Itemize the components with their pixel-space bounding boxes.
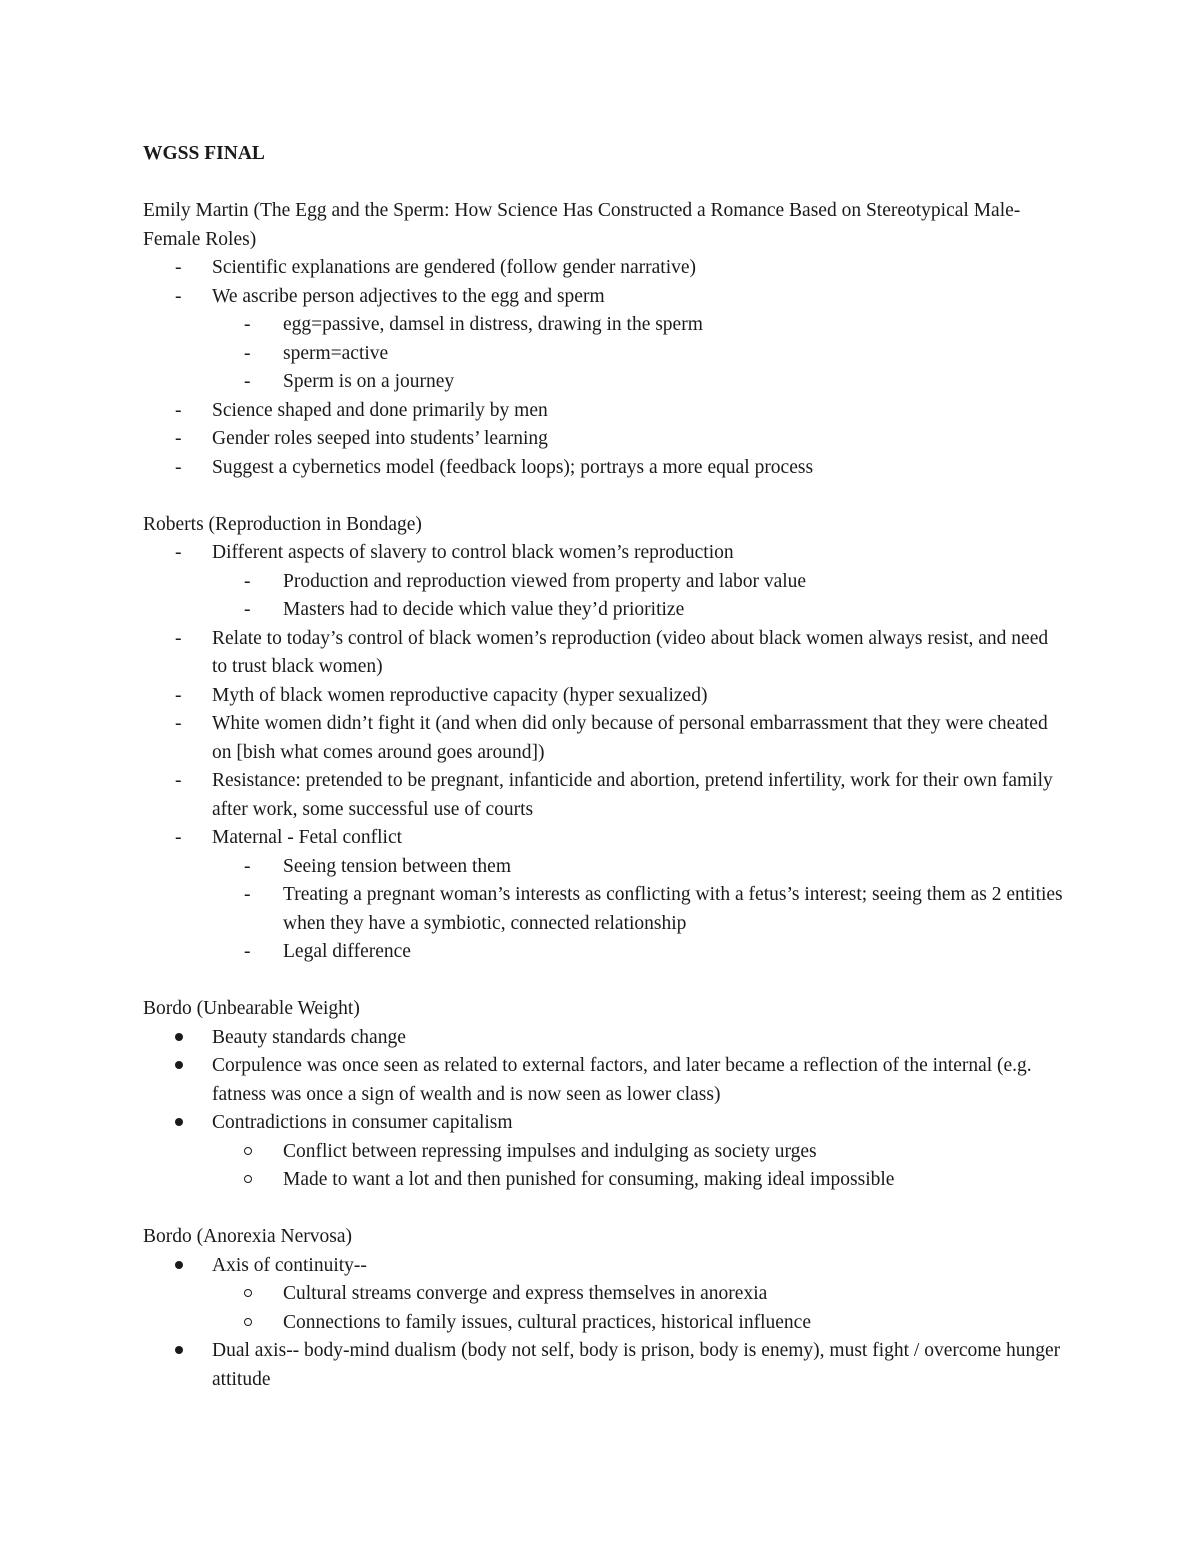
sub-list-item (212, 1166, 1063, 1195)
dash-marker: - (175, 627, 182, 649)
list-item-text: Dual axis-- body-mind dualism (body not self, body is prison, body is enemy), must fight / overcome hunger attitude (212, 1340, 1061, 1390)
sub-list-item (212, 340, 1063, 369)
sub-bullet-list (212, 568, 1063, 625)
note-section (143, 197, 1063, 482)
sub-bullet-list (212, 1138, 1063, 1195)
bullet-list (143, 254, 1063, 482)
note-section (143, 995, 1063, 1195)
list-item-text: Different aspects of slavery to control black women’s reproduction (212, 542, 734, 563)
bullet-circle-icon (244, 1166, 264, 1195)
section-heading: Bordo (Anorexia Nervosa) (143, 1226, 353, 1247)
bullet-circle-icon (244, 1280, 264, 1309)
list-item-text: Resistance: pretended to be pregnant, infanticide and abortion, pretend infertility, work for their own family after work, some successful use of courts (212, 770, 1053, 820)
document-body (143, 140, 1063, 1423)
list-item (143, 1024, 1063, 1053)
list-item-text: Gender roles seeped into students’ learning (212, 428, 548, 449)
bullet-disc-icon (175, 1052, 195, 1081)
section-heading: Bordo (Unbearable Weight) (143, 998, 360, 1019)
sub-list-item (212, 568, 1063, 597)
dash-marker: - (175, 399, 182, 421)
section-heading: Emily Martin (The Egg and the Sperm: How Science Has Constructed a Romance Based on Stereotypical Male-Female Roles) (143, 200, 1021, 250)
list-item (143, 397, 1063, 426)
dash-marker: - (244, 314, 251, 335)
list-item (143, 1052, 1063, 1109)
section-heading: Roberts (Reproduction in Bondage) (143, 513, 422, 535)
dash-marker: - (244, 342, 251, 364)
dash-marker: - (175, 713, 182, 734)
list-item (143, 539, 1063, 625)
sub-bullet-list (212, 853, 1063, 967)
dash-marker: - (244, 570, 251, 592)
bullet-list (143, 1252, 1063, 1395)
sub-list-item-text: egg=passive, damsel in distress, drawing in the sperm (283, 314, 703, 335)
list-item-text: Scientific explanations are gendered (follow gender narrative) (212, 257, 697, 278)
list-item (143, 254, 1063, 283)
sub-list-item (212, 596, 1063, 625)
list-item (143, 425, 1063, 454)
document-title: WGSS FINAL (143, 143, 265, 164)
dash-marker: - (175, 827, 182, 848)
sub-list-item (212, 1138, 1063, 1167)
bullet-circle-icon (244, 1309, 264, 1338)
sub-list-item-text: Treating a pregnant woman’s interests as conflicting with a fetus’s interest; seeing them as 2 entities when they have a symbiotic, connected relationship (283, 884, 1063, 934)
bullet-disc-icon (175, 1109, 195, 1138)
list-item (143, 1252, 1063, 1338)
sub-list-item (212, 1280, 1063, 1309)
dash-marker: - (175, 456, 182, 478)
sub-list-item-text: Sperm is on a journey (283, 371, 455, 392)
bullet-list (143, 1024, 1063, 1195)
list-item-text: Science shaped and done primarily by men (212, 399, 548, 421)
dash-marker: - (244, 371, 251, 392)
bullet-list (143, 539, 1063, 967)
list-item-text: We ascribe person adjectives to the egg and sperm (212, 285, 605, 307)
list-item-text: White women didn’t fight it (and when did only because of personal embarrassment that they were cheated on [bish what comes around goes around]) (212, 713, 1048, 763)
sub-list-item-text: Legal difference (283, 941, 411, 962)
list-item-text: Suggest a cybernetics model (feedback loops); portrays a more equal process (212, 456, 814, 478)
list-item-text: Axis of continuity-- (212, 1254, 367, 1276)
sub-list-item-text: Cultural streams converge and express themselves in anorexia (283, 1283, 768, 1304)
sub-list-item (212, 368, 1063, 397)
sub-list-item-text: Masters had to decide which value they’d prioritize (283, 599, 685, 620)
sub-list-item (212, 938, 1063, 967)
dash-marker: - (244, 855, 251, 877)
dash-marker: - (175, 285, 182, 307)
list-item-text: Contradictions in consumer capitalism (212, 1112, 513, 1133)
bullet-disc-icon (175, 1252, 195, 1281)
sub-list-item (212, 1309, 1063, 1338)
sub-bullet-list (212, 311, 1063, 397)
dash-marker: - (244, 884, 251, 905)
list-item (143, 824, 1063, 967)
sub-list-item-text: Made to want a lot and then punished for consuming, making ideal impossible (283, 1169, 895, 1190)
bullet-disc-icon (175, 1337, 195, 1366)
dash-marker: - (175, 257, 182, 278)
note-section (143, 1223, 1063, 1394)
sub-list-item-text: Conflict between repressing impulses and indulging as society urges (283, 1140, 817, 1162)
list-item (143, 767, 1063, 824)
sub-list-item (212, 881, 1063, 938)
sub-list-item-text: Connections to family issues, cultural practices, historical influence (283, 1311, 811, 1333)
dash-marker: - (175, 428, 182, 449)
dash-marker: - (175, 770, 182, 791)
list-item (143, 682, 1063, 711)
sub-list-item-text: sperm=active (283, 342, 389, 364)
list-item (143, 283, 1063, 397)
bullet-disc-icon (175, 1024, 195, 1053)
list-item-text: Myth of black women reproductive capacity (hyper sexualized) (212, 684, 708, 706)
sub-list-item-text: Seeing tension between them (283, 855, 511, 877)
dash-marker: - (244, 599, 251, 620)
sub-list-item (212, 853, 1063, 882)
sub-list-item-text: Production and reproduction viewed from property and labor value (283, 570, 807, 592)
list-item-text: Relate to today’s control of black women’s reproduction (video about black women always resist, and need to trust black women) (212, 627, 1049, 677)
sub-bullet-list (212, 1280, 1063, 1337)
list-item (143, 1337, 1063, 1394)
list-item-text: Corpulence was once seen as related to external factors, and later became a reflection of the internal (e.g. fatness was once a sign of wealth and is now seen as lower class) (212, 1055, 1032, 1105)
bullet-circle-icon (244, 1138, 264, 1167)
sections-container (143, 197, 1063, 1394)
list-item-text: Maternal - Fetal conflict (212, 827, 403, 848)
sub-list-item (212, 311, 1063, 340)
list-item (143, 625, 1063, 682)
list-item (143, 1109, 1063, 1195)
list-item (143, 710, 1063, 767)
dash-marker: - (175, 542, 182, 563)
note-section (143, 511, 1063, 967)
list-item (143, 454, 1063, 483)
dash-marker: - (244, 941, 251, 962)
list-item-text: Beauty standards change (212, 1026, 406, 1048)
dash-marker: - (175, 684, 182, 706)
